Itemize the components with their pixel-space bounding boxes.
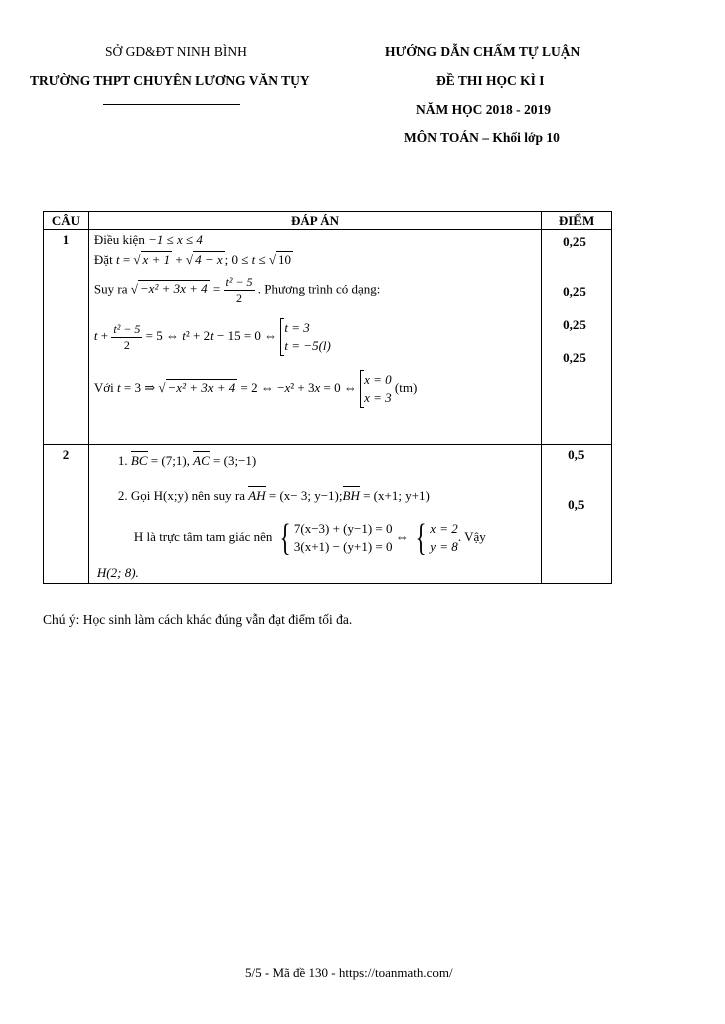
subject-line: MÔN TOÁN – Khối lớp 10 bbox=[404, 130, 560, 145]
col-cau: CÂU bbox=[44, 212, 89, 230]
q2-part3: H là trực tâm tam giác nên { 7(x−3) + (y−1) = 0 3(x+1) − (y+1) = 0 ⇔ { x = 2 y = 8 . Vậy bbox=[133, 517, 486, 559]
q2-answer-cell bbox=[88, 445, 541, 584]
grading-note: Chú ý: Học sinh làm cách khác đúng vẫn đạt điểm tối đa. bbox=[43, 612, 353, 627]
q2-number-cell: 2 bbox=[44, 445, 89, 584]
q2-part2: 2. Gọi H(x;y) nên suy ra AH = (x− 3; y−1);BH = (x+1; y+1) bbox=[117, 488, 430, 503]
doc-title: HƯỚNG DẪN CHẤM TỰ LUẬN bbox=[385, 44, 581, 59]
q1-score: 0,25 bbox=[563, 350, 586, 365]
page-footer: 5/5 - Mã đề 130 - https://toanmath.com/ bbox=[245, 965, 453, 980]
q1-equation: t + $\frac{\text{t² − 5}}{2}$ = 5 ⇔ t² + 2t − 15 = 0 ⇔ t = 3 t = −5(l) bbox=[94, 318, 331, 356]
q1-suy-ra: Suy ra √ −x² + 3x + 4 = $\frac{\text{t² − 5}}{2}$ . Phương trình có dạng: bbox=[93, 275, 381, 305]
q1-score: 0,25 bbox=[563, 284, 586, 299]
q2-result: H(2; 8). bbox=[96, 565, 139, 580]
q2-score: 0,5 bbox=[568, 447, 585, 462]
col-dap-an: ĐÁP ÁN bbox=[88, 212, 541, 230]
q1-score: 0,25 bbox=[563, 317, 586, 332]
q2-score: 0,5 bbox=[568, 497, 585, 512]
answer-table bbox=[43, 211, 612, 584]
exam-name: ĐỀ THI HỌC KÌ I bbox=[436, 73, 545, 88]
q2-part1: 1. BC = (7;1), AC = (3;−1) bbox=[117, 453, 257, 468]
q1-substitution: Đặt t = √ x + 1 + √ 4 − x ; 0 ≤ t ≤ √ 10 bbox=[93, 252, 292, 267]
q1-condition: Điều kiện −1 ≤ x ≤ 4 bbox=[93, 232, 203, 247]
q1-conclusion: Với t = 3 ⇒ √ −x² + 3x + 4 = 2 ⇔ −x² + 3x = 0 ⇔ x = 0 x = 3 (tm) bbox=[94, 370, 417, 408]
school-name: TRƯỜNG THPT CHUYÊN LƯƠNG VĂN TỤY bbox=[30, 73, 310, 88]
q1-score: 0,25 bbox=[563, 234, 586, 249]
q2-score-cell bbox=[542, 445, 612, 584]
school-year: NĂM HỌC 2018 - 2019 bbox=[416, 102, 551, 117]
header-underline bbox=[103, 104, 240, 105]
q1-score-cell bbox=[542, 230, 612, 445]
col-diem: ĐIỂM bbox=[542, 212, 612, 230]
q1-number-cell: 1 bbox=[44, 230, 89, 445]
q1-answer-cell bbox=[88, 230, 541, 445]
department-name: SỞ GD&ĐT NINH BÌNH bbox=[105, 44, 247, 59]
